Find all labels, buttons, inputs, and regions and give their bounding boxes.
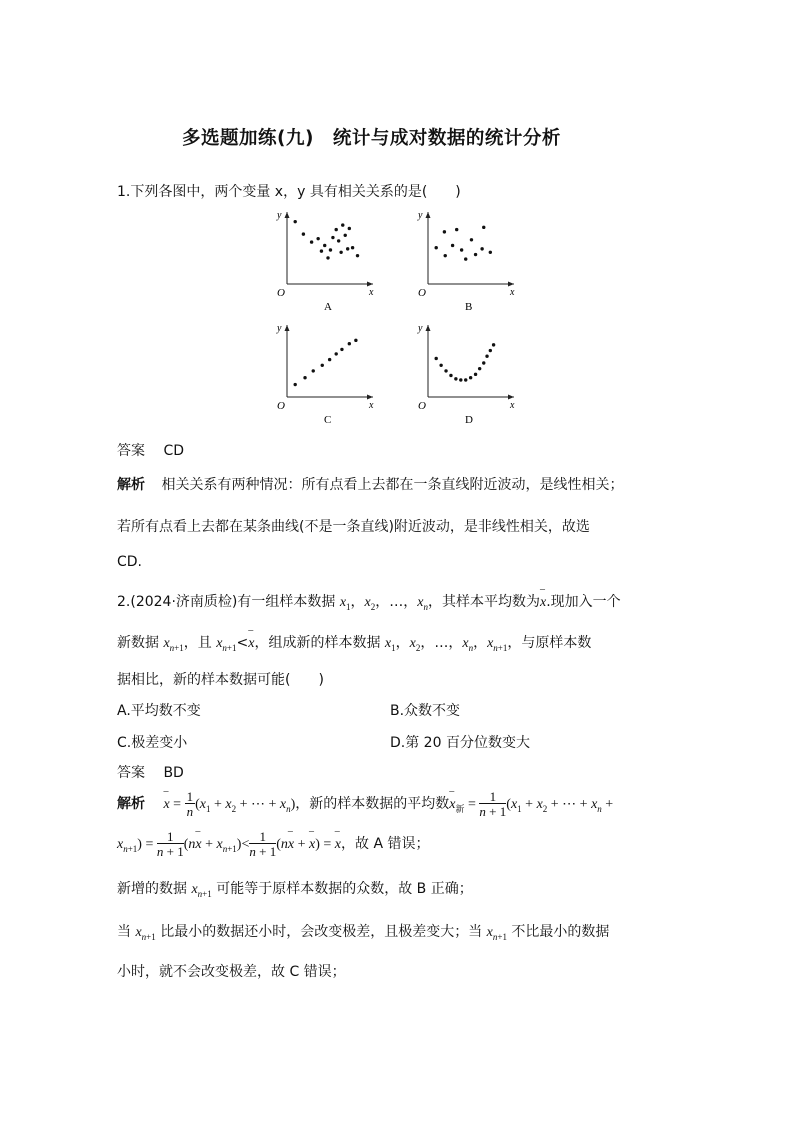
origin-label: O xyxy=(277,287,285,299)
scatter-point xyxy=(470,238,473,241)
scatter-point xyxy=(303,376,306,379)
scatter-point xyxy=(489,349,492,352)
analysis-text: 可能等于原样本数据的众数，故 B 正确； xyxy=(216,881,473,897)
answer-value: BD xyxy=(163,765,184,781)
scatter-point xyxy=(329,248,332,251)
answer-label: 答案 xyxy=(117,765,145,781)
option-b: B.众数不变 xyxy=(390,703,461,719)
q2-analysis-line-3: 新增的数据 $x_{n+1}$ 可能等于原样本数据的众数，故 B 正确； xyxy=(117,881,473,899)
answer-value: CD xyxy=(163,443,185,459)
analysis-text: 比最小的数据还小时，会改变极差，且极差变大；当 xyxy=(160,924,487,940)
q1-analysis-line-1 xyxy=(117,474,623,494)
y-axis-label: y xyxy=(418,210,423,221)
scatter-point xyxy=(323,244,326,247)
x-axis-arrow xyxy=(508,282,514,287)
q2-answer xyxy=(117,762,184,782)
answer-label: 答案 xyxy=(117,443,145,459)
scatter-point xyxy=(449,374,452,377)
analysis-text: ，故 A 错误； xyxy=(341,836,430,852)
scatter-point xyxy=(294,383,297,386)
origin-label: O xyxy=(277,400,285,412)
x-axis-label: x xyxy=(510,400,515,411)
scatter-point xyxy=(316,237,319,240)
q2-analysis-line-1: 解析 – x = $\frac{1}{n}$ ($x_1 + x_2$ + ⋯ + $x_n$)，新的样本数据的平均数– $x_新$ = $\frac{1}{n + 1}$ ($x_1 + x_2$ + ⋯ + $x_n$ + xyxy=(117,790,613,818)
scatter-point xyxy=(335,352,338,355)
scatter-point xyxy=(310,240,313,243)
scatter-point xyxy=(439,364,442,367)
y-axis-label: y xyxy=(277,323,282,334)
scatter-point xyxy=(474,253,477,256)
y-axis-label: y xyxy=(418,323,423,334)
scatter-point xyxy=(482,226,485,229)
q2-stem-part: ，且 xyxy=(183,635,217,651)
x-axis-arrow xyxy=(508,395,514,400)
chart-caption: D xyxy=(465,414,473,426)
y-axis-arrow xyxy=(426,325,431,331)
page-title: 多选题加练(九) 统计与成对数据的统计分析 xyxy=(182,128,561,149)
scatter-point xyxy=(480,247,483,250)
q2-stem-part: ，与原样本数 xyxy=(507,635,592,651)
scatter-point xyxy=(474,373,477,376)
chart-caption: B xyxy=(465,301,473,313)
scatter-point xyxy=(348,342,351,345)
option-a: A.平均数不变 xyxy=(117,703,201,719)
analysis-label: 解析 xyxy=(117,796,145,812)
q2-stem-part: ，组成新的样本数据 xyxy=(254,635,385,651)
scatter-point xyxy=(469,376,472,379)
x-axis-arrow xyxy=(367,282,373,287)
scatter-point xyxy=(489,251,492,254)
scatter-point xyxy=(328,358,331,361)
scatter-point xyxy=(478,367,481,370)
scatter-point xyxy=(341,223,344,226)
question-2-line-1: 2.(2024·济南质检)有一组样本数据 $x_1$，$x_2$，…，$x_n$，其样本平均数为– x.现加入一个 xyxy=(117,591,621,612)
q2-stem-part: .现加入一个 xyxy=(546,594,621,610)
scatter-point xyxy=(455,228,458,231)
analysis-text: ，新的样本数据的平均数 xyxy=(295,796,450,812)
q2-analysis-line-2: $x_{n+1}$) = $\frac{1}{n + 1}$ (n– $x + x_{n+1})<$ $\frac{1}{n + 1}$ (n– x + – x) = – x，故 A 错误； xyxy=(117,830,429,858)
scatter-point xyxy=(326,256,329,259)
analysis-text: 新增的数据 xyxy=(117,881,192,897)
q2-analysis-line-4: 当 $x_{n+1}$ 比最小的数据还小时，会改变极差，且极差变大；当 $x_{n+1}$ 不比最小的数据 xyxy=(117,924,610,942)
q2-stem-part: ，其样本平均数为 xyxy=(427,594,540,610)
analysis-text: 不比最小的数据 xyxy=(511,924,610,940)
scatter-point xyxy=(460,248,463,251)
scatter-point xyxy=(335,228,338,231)
y-axis-arrow xyxy=(285,212,290,218)
scatter-point xyxy=(485,355,488,358)
chart-caption: A xyxy=(324,301,332,313)
x-axis-label: x xyxy=(510,287,515,298)
question-1-text: 1.下列各图中，两个变量 x，y 具有相关关系的是( ) xyxy=(117,184,461,200)
scatter-point xyxy=(340,348,343,351)
scatter-point xyxy=(337,239,340,242)
scatter-point xyxy=(302,232,305,235)
scatter-point xyxy=(312,369,315,372)
scatter-point xyxy=(356,254,359,257)
scatter-point xyxy=(354,339,357,342)
scatter-point xyxy=(451,244,454,247)
scatter-point xyxy=(294,220,297,223)
scatter-point xyxy=(435,246,438,249)
scatter-point xyxy=(454,377,457,380)
q2-stem-part: 新数据 xyxy=(117,635,164,651)
q2-stem-part: 2.(2024·济南质检)有一组样本数据 xyxy=(117,594,340,610)
question-2-line-3: 据相比，新的样本数据可能( ) xyxy=(117,672,324,688)
scatter-point xyxy=(444,369,447,372)
y-axis-arrow xyxy=(285,325,290,331)
scatter-point xyxy=(464,257,467,260)
scatter-point xyxy=(444,254,447,257)
q1-analysis-line-3: CD. xyxy=(117,554,143,570)
chart-caption: C xyxy=(324,414,332,426)
scatter-point xyxy=(482,361,485,364)
q2-analysis-line-5: 小时，就不会改变极差，故 C 错误； xyxy=(117,964,346,980)
scatter-point xyxy=(464,378,467,381)
scatter-point xyxy=(435,357,438,360)
option-d: D.第 20 百分位数变大 xyxy=(390,735,530,751)
analysis-text: 当 xyxy=(117,924,136,940)
analysis-text: 相关关系有两种情况：所有点看上去都在一条直线附近波动，是线性相关； xyxy=(161,477,624,493)
x-axis-label: x xyxy=(369,400,374,411)
x-axis-label: x xyxy=(369,287,374,298)
option-c: C.极差变小 xyxy=(117,735,188,751)
origin-label: O xyxy=(418,400,426,412)
y-axis-label: y xyxy=(277,210,282,221)
scatter-point xyxy=(459,378,462,381)
x-axis-arrow xyxy=(367,395,373,400)
scatter-point xyxy=(331,236,334,239)
question-2-line-2: 新数据 $x_{n+1}$，且 $x_{n+1}<-$ x，组成新的样本数据 $x_1$，$x_2$，…，$x_n$，$x_{n+1}$，与原样本数 xyxy=(117,632,591,653)
scatter-point xyxy=(346,247,349,250)
analysis-label: 解析 xyxy=(117,477,145,493)
scatter-point xyxy=(351,246,354,249)
scatter-point xyxy=(443,230,446,233)
scatter-point xyxy=(348,227,351,230)
scatter-point xyxy=(321,364,324,367)
q1-analysis-line-2: 若所有点看上去都在某条曲线(不是一条直线)附近波动，是非线性相关，故选 xyxy=(117,519,590,535)
scatter-point xyxy=(344,234,347,237)
scatter-point xyxy=(339,251,342,254)
y-axis-arrow xyxy=(426,212,431,218)
scatter-point xyxy=(320,249,323,252)
scatter-point xyxy=(492,343,495,346)
q1-answer xyxy=(117,440,184,460)
origin-label: O xyxy=(418,287,426,299)
